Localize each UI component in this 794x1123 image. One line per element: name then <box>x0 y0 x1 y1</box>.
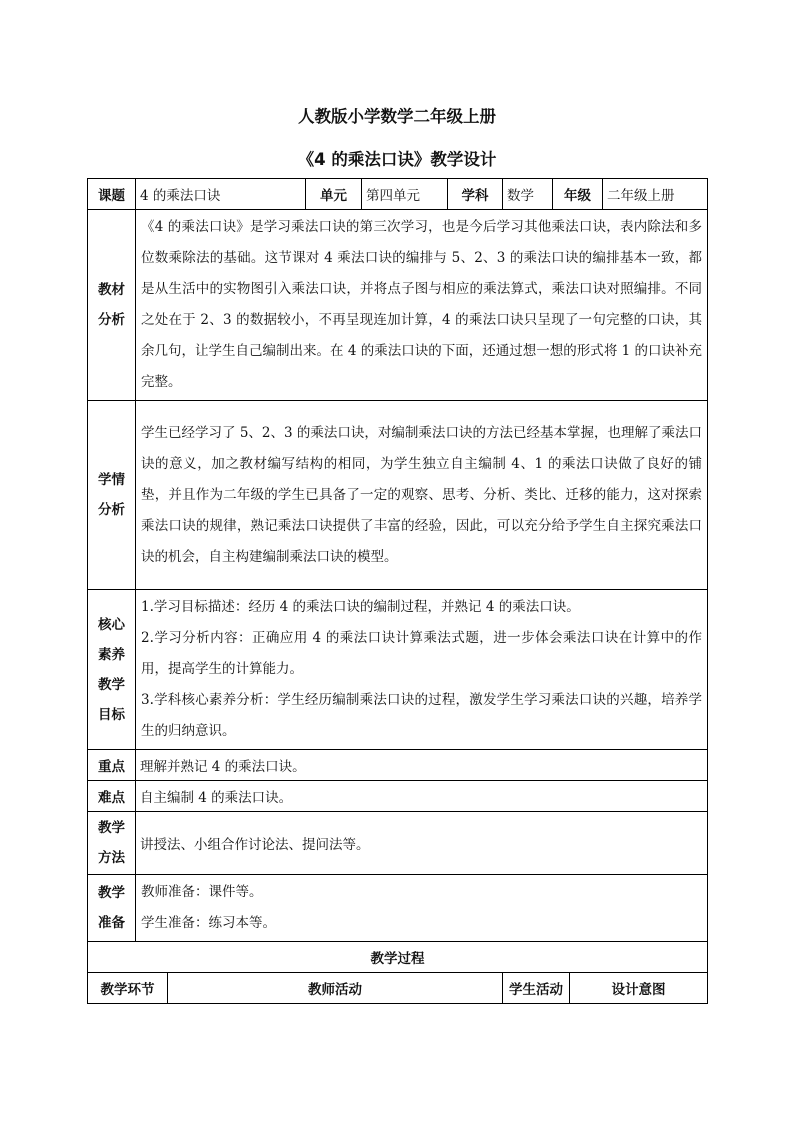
methods-label <box>88 812 136 875</box>
label-line: 准备 <box>98 915 125 931</box>
paragraph: 《4 的乘法口诀》是学习乘法口诀的第三次学习，也是今后学习其他乘法口诀，表内除法和多位数乘除法的基础。这节课对 4 乘法口诀的编排与 5、2、3 的乘法口诀的编排基本一致，都是从生活中的实物图引入乘法口诀，并将点子图与相应的乘法算式，乘法口诀对照编排。不同之处在于 2、3 的数据较小，不再呈现连加计算，4 的乘法口诀只呈现了一句完整的口诀，其余几句，让学生自己编制出来。在 4 的乘法口诀的下面，还通过想一想的形式将 1 的口诀补充完整。 <box>141 219 703 390</box>
textbook-analysis-label <box>88 210 136 401</box>
student-analysis-label <box>88 401 136 590</box>
teacher-prep: 教师准备：课件等。 <box>141 884 263 900</box>
col-stage: 教学环节 <box>88 973 168 1004</box>
process-header-row <box>88 973 708 1004</box>
goal-item: 3.学科核心素养分析：学生经历编制乘法口诀的过程，激发学生学习乘法口诀的兴趣，培养学生的归纳意识。 <box>141 692 703 739</box>
paragraph: 学生已经学习了 5、2、3 的乘法口诀，对编制乘法口诀的方法已经基本掌握，也理解了乘法口诀的意义，加之教材编写结构的相同，为学生独立自主编制 4、1 的乘法口诀做了良好的铺垫，并且作为二年级的学生已具备了一定的观察、思考、分析、类比、迁移的能力，这对探索乘法口诀的规律，熟记乘法口诀提供了丰富的经验，因此，可以充分给予学生自主探究乘法口诀的机会，自主构建编制乘法口诀的模型。 <box>141 424 703 565</box>
unit-label: 单元 <box>306 179 362 210</box>
col-student: 学生活动 <box>503 973 570 1004</box>
student-analysis-row <box>88 401 708 590</box>
label-line: 教学 <box>98 676 125 693</box>
textbook-analysis-text <box>136 210 708 401</box>
label-line: 教材 <box>98 282 125 298</box>
methods-row <box>88 812 708 875</box>
info-row <box>88 179 708 210</box>
difficulty-row <box>88 781 708 812</box>
core-goals-label <box>88 590 136 750</box>
core-goals-row <box>88 590 708 750</box>
label-line: 教学 <box>98 820 125 836</box>
document-subtitle: 《4 的乘法口诀》教学设计 <box>297 150 497 169</box>
difficulty-label: 难点 <box>88 781 136 812</box>
preparation-row <box>88 875 708 942</box>
grade-label: 年级 <box>553 179 603 210</box>
goal-item: 2.学习分析内容：正确应用 4 的乘法口诀计算乘法式题，进一步体会乘法口诀在计算中的作用，提高学生的计算能力。 <box>141 630 703 677</box>
key-point-text: 理解并熟记 4 的乘法口诀。 <box>136 750 708 781</box>
textbook-analysis-row <box>88 210 708 401</box>
col-teacher: 教师活动 <box>168 973 503 1004</box>
subject-label: 学科 <box>448 179 503 210</box>
grade-value: 二年级上册 <box>603 179 708 210</box>
label-line: 教学 <box>98 885 125 901</box>
topic-value: 4 的乘法口诀 <box>136 179 306 210</box>
label-line: 素养 <box>98 646 125 663</box>
goal-item: 1.学习目标描述：经历 4 的乘法口诀的编制过程，并熟记 4 的乘法口诀。 <box>141 599 580 615</box>
label-line: 目标 <box>98 706 125 723</box>
methods-text: 讲授法、小组合作讨论法、提问法等。 <box>136 812 708 875</box>
label-line: 核心 <box>98 616 125 633</box>
key-point-label: 重点 <box>88 750 136 781</box>
student-analysis-text <box>136 401 708 590</box>
label-line: 方法 <box>98 850 125 866</box>
process-title-row <box>88 942 708 973</box>
preparation-label <box>88 875 136 942</box>
label-line: 分析 <box>98 312 125 328</box>
unit-value: 第四单元 <box>362 179 448 210</box>
subject-value: 数学 <box>503 179 553 210</box>
core-goals-text <box>136 590 708 750</box>
preparation-text <box>136 875 708 942</box>
difficulty-text: 自主编制 4 的乘法口诀。 <box>136 781 708 812</box>
document-title: 人教版小学数学二年级上册 <box>298 107 496 126</box>
label-line: 学情 <box>98 472 125 488</box>
process-title: 教学过程 <box>88 942 708 973</box>
label-line: 分析 <box>98 502 125 518</box>
col-intent: 设计意图 <box>570 973 708 1004</box>
student-prep: 学生准备：练习本等。 <box>141 915 276 931</box>
topic-label: 课题 <box>88 179 136 210</box>
key-point-row <box>88 750 708 781</box>
lesson-plan-table <box>87 178 708 1004</box>
